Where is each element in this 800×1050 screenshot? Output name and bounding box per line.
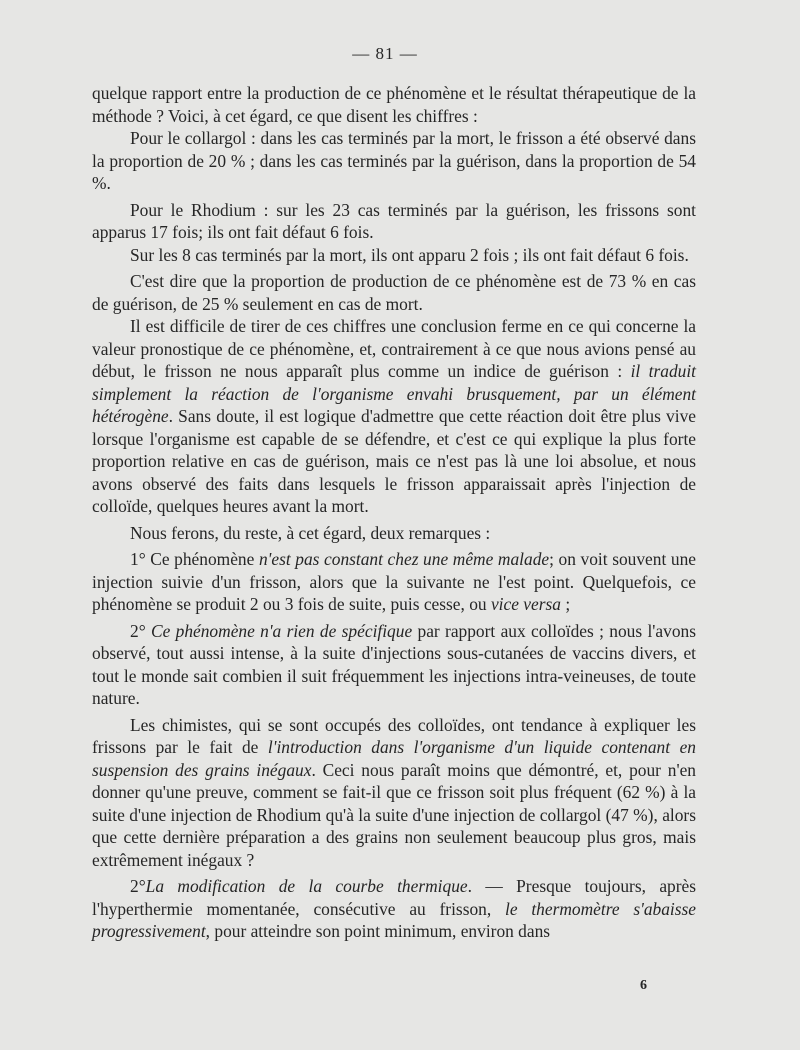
text-segment: ; on voit souvent une injection suivie d'un frisson, alors que la suivante ne l'est point. Quelquefois, ce phénomène se produit 2 ou 3 fois de suite, puis cesse, ou	[92, 549, 697, 614]
text-segment: . — Presque toujours, après l'hyperthermie momentanée, consécutive au frisson,	[92, 876, 697, 919]
italic-text: le thermomètre s'abaisse progressivement	[92, 898, 696, 941]
paragraph-p2	[92, 127, 696, 195]
text-segment: Pour le collargol : dans les cas terminés par la mort, le frisson a été observé dans la proportion de 20 % ; dans les cas terminés par la guérison, dans la proportion de 54 %.	[92, 128, 696, 193]
text-segment: . Sans doute, il est logique d'admettre que cette réaction doit être plus vive lorsque l'organisme est capable de se défendre, et c'est ce qui explique la plus forte proportion relative en cas de guérison, mais ce n'est pas là une loi absolue, et nous avons observé des faits dans lesquels le frisson apparaissait après l'injection de colloïde, quelques heures avant la mort.	[92, 406, 696, 516]
text-segment: 2°	[130, 876, 146, 896]
text-segment: Pour le Rhodium : sur les 23 cas terminés par la guérison, les frissons sont apparus 17 fois; ils ont fait défaut 6 fois.	[92, 199, 696, 242]
paragraph-p8	[92, 548, 696, 616]
text-segment: 1° Ce phénomène	[130, 549, 259, 569]
italic-text: l'introduction dans l'organisme d'un liquide contenant en suspension des grains inégaux	[92, 737, 696, 780]
text-segment: 2°	[130, 620, 151, 641]
page-number: — 81 —	[352, 44, 418, 63]
paragraph-p3	[92, 199, 696, 244]
paragraph-p10	[92, 714, 696, 872]
paragraph-p7	[92, 522, 696, 545]
signature-mark: 6	[640, 978, 647, 993]
text-segment: quelque rapport entre la production de ce phénomène et le résultat thérapeutique de la méthode ? Voici, à cet égard, ce que disent les chiffres :	[92, 83, 696, 126]
text-segment: , pour atteindre son point minimum, environ dans	[205, 921, 551, 941]
italic-text: La modification de la courbe thermique	[145, 876, 468, 896]
text-segment: Nous ferons, du reste, à cet égard, deux remarques :	[130, 522, 491, 543]
paragraph-p6	[92, 315, 696, 518]
text-segment: . Ceci nous paraît moins que démontré, et, pour n'en donner qu'une preuve, comment se fait-il que ce frisson soit plus fréquent (62 %) à la suite d'une injection de Rhodium qu'à la suite d'une injection de collargol (47 %), alors que cette dernière préparation a des grains non seulement beaucoup plus gros, mais extrêmement inégaux ?	[92, 759, 697, 870]
italic-text: vice versa	[490, 594, 561, 614]
italic-text: Ce phénomène n'a rien de spécifique	[150, 620, 413, 641]
text-segment: Les chimistes, qui se sont occupés des colloïdes, ont tendance à expliquer les frissons par le fait de	[92, 714, 696, 757]
paragraph-p5	[92, 270, 696, 315]
italic-text: n'est pas constant chez une même malade	[258, 549, 550, 569]
text-segment: par rapport aux colloïdes ; nous l'avons observé, tout aussi intense, à la suite d'injections sous-cutanées de vaccins divers, et tout le monde sait combien il suit fréquemment les injections intra-veineuses, de toute nature.	[92, 620, 696, 708]
text-segment: ;	[560, 594, 571, 614]
text-segment: Il est difficile de tirer de ces chiffres une conclusion ferme en ce qui concerne la valeur pronostique de ce phénomène, et, contrairement à ce que nous avions pensé au début, le frisson ne nous apparaît plus comme un indice de guérison :	[92, 316, 696, 381]
paragraph-p9	[92, 620, 696, 710]
text-segment: Sur les 8 cas terminés par la mort, ils ont apparu 2 fois ; ils ont fait défaut 6 fois.	[130, 244, 689, 265]
italic-text: il traduit simplement la réaction de l'organisme envahi brusquement, par un élément hétérogène	[92, 361, 696, 426]
paragraph-p4	[92, 244, 696, 267]
body-text	[92, 82, 696, 943]
paragraph-p1	[92, 82, 696, 127]
text-segment: C'est dire que la proportion de production de ce phénomène est de 73 % en cas de guérison, de 25 % seulement en cas de mort.	[92, 271, 696, 314]
paragraph-p11	[92, 875, 696, 943]
